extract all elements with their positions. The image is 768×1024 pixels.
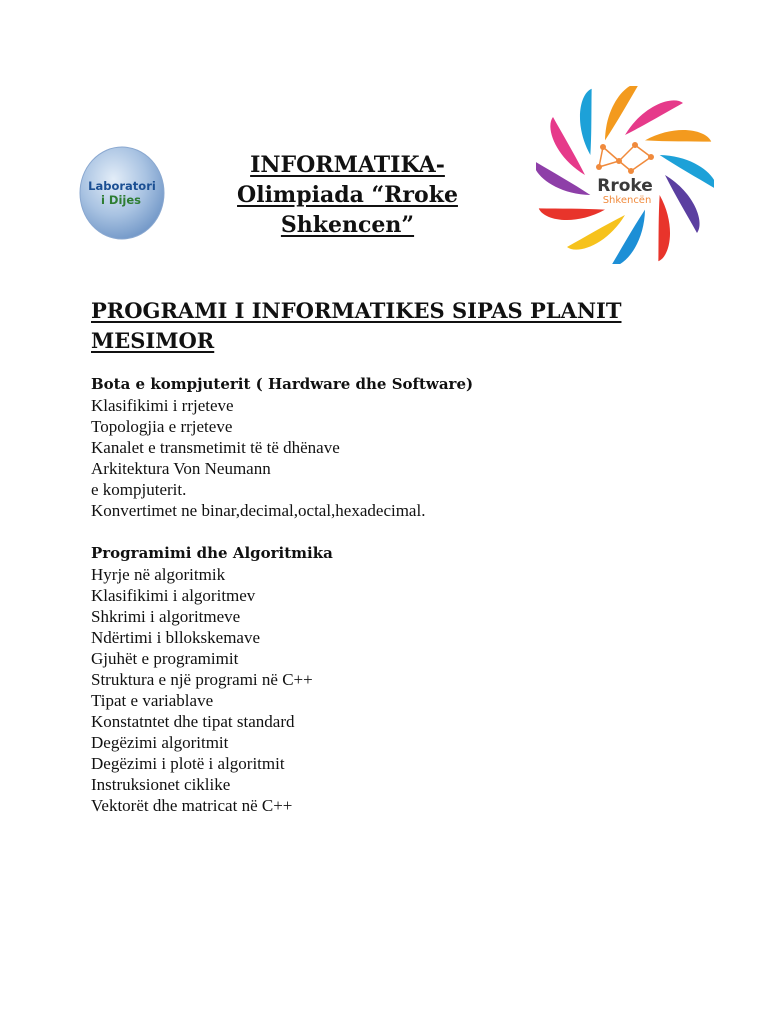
list-item: Degëzimi i plotë i algoritmit <box>91 754 285 773</box>
logo-right-text-2: Shkencën <box>602 195 652 206</box>
title-line-2: Olimpiada “Rroke <box>237 182 458 208</box>
topic-list <box>91 395 691 521</box>
list-item: Arkitektura Von Neumann <box>91 459 271 478</box>
logo-network-graph <box>599 145 651 171</box>
list-item: Struktura e një programi në C++ <box>91 670 313 689</box>
logo-swirl-petals <box>536 86 714 264</box>
title-line-1: INFORMATIKA- <box>250 152 445 178</box>
list-item: Gjuhët e programimit <box>91 649 239 668</box>
laboratori-i-dijes-logo <box>79 145 165 241</box>
logo-right-text-1: Rroke <box>597 176 653 196</box>
list-item: Instruksionet ciklike <box>91 775 231 794</box>
list-item: Kanalet e transmetimit të të dhënave <box>91 438 340 457</box>
list-item: Klasifikimi i rrjeteve <box>91 396 234 415</box>
program-heading-line-1: PROGRAMI I INFORMATIKES SIPAS PLANIT <box>91 298 622 323</box>
list-item: Ndërtimi i bllokskemave <box>91 628 261 647</box>
rroke-shkencen-logo <box>536 86 714 264</box>
list-item: Degëzimi algoritmit <box>91 733 229 752</box>
program-heading-line-2: MESIMOR <box>91 328 215 353</box>
list-item: e kompjuterit. <box>91 480 187 499</box>
section-heading: Bota e kompjuterit ( Hardware dhe Software) <box>91 375 474 393</box>
section-programimi-dhe-algoritmika <box>91 543 691 816</box>
list-item: Shkrimi i algoritmeve <box>91 607 241 626</box>
section-bota-e-kompjuterit <box>91 374 691 521</box>
list-item: Topologjia e rrjeteve <box>91 417 233 436</box>
list-item: Konstatntet dhe tipat standard <box>91 712 295 731</box>
logo-left-text-1: Laboratori <box>88 179 156 193</box>
list-item: Klasifikimi i algoritmev <box>91 586 256 605</box>
list-item: Hyrje në algoritmik <box>91 565 226 584</box>
document-title <box>200 150 495 240</box>
topic-list <box>91 564 691 816</box>
list-item: Vektorët dhe matricat në C++ <box>91 796 293 815</box>
logo-left-text-2: i Dijes <box>100 193 142 207</box>
list-item: Konvertimet ne binar,decimal,octal,hexadecimal. <box>91 501 426 520</box>
title-line-3: Shkencen” <box>280 212 415 238</box>
section-heading: Programimi dhe Algoritmika <box>91 544 333 562</box>
list-item: Tipat e variablave <box>91 691 214 710</box>
program-heading <box>91 296 691 356</box>
